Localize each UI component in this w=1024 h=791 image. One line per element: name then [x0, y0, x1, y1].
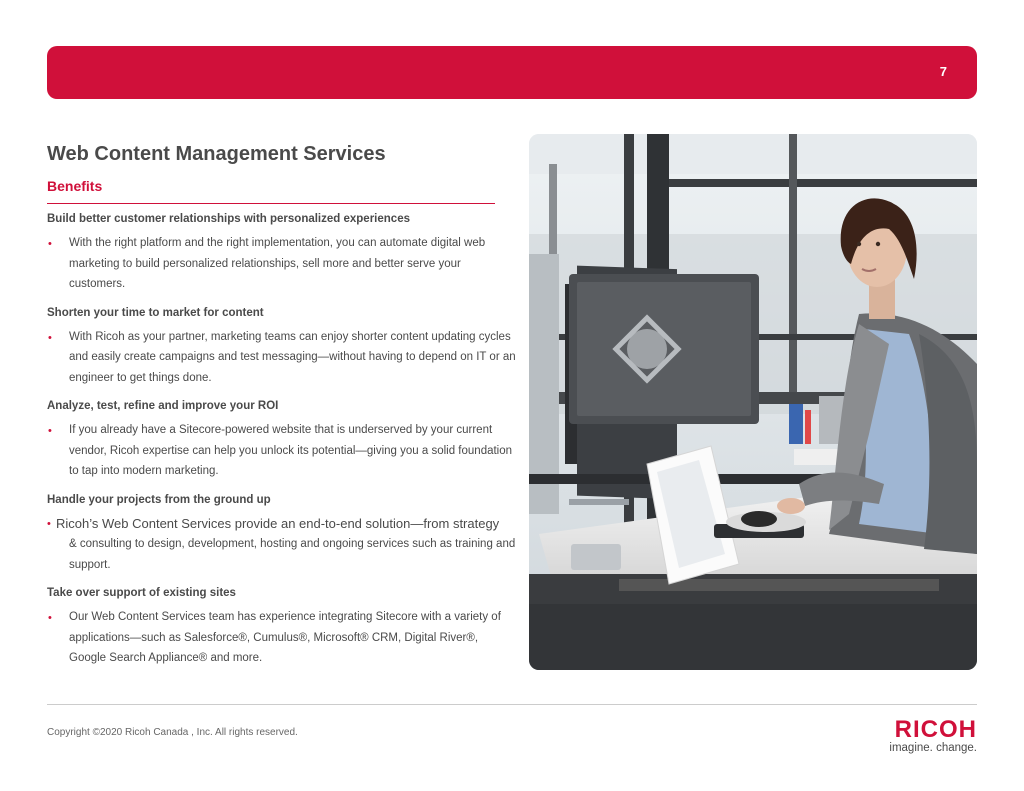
- section-label: Benefits: [47, 178, 103, 194]
- office-photo-illustration: [529, 134, 977, 670]
- benefit-heading: Build better customer relationships with personalized experiences: [47, 213, 410, 225]
- benefit-block: [47, 494, 517, 576]
- benefit-bullet: [47, 420, 517, 482]
- bullet-icon: •: [48, 331, 52, 344]
- benefit-heading: Take over support of existing sites: [47, 587, 236, 599]
- benefit-text: Our Web Content Services team has experience integrating Sitecore with a variety of applications—such as Salesforce®, Cumulus®, Microsoft® CRM, Digital River®, Google Search Appliance® and more.: [69, 611, 501, 664]
- benefit-text: With the right platform and the right implementation, you can automate digital web marketing to build personalized relationships, sell more and better serve your customers.: [69, 237, 486, 290]
- benefit-bullet: [47, 327, 517, 389]
- benefit-text-lead: Ricoh’s Web Content Services provide an end-to-end solution—from strategy: [56, 515, 500, 531]
- benefit-text: With Ricoh as your partner, marketing teams can enjoy shorter content updating cycles and easily create campaigns and test messaging—without having to depend on IT or an engineer to get things done.: [69, 330, 516, 384]
- page-title: Web Content Management Services: [47, 143, 386, 165]
- benefit-block: [47, 400, 517, 482]
- benefit-bullet: [47, 233, 517, 295]
- benefit-heading: Analyze, test, refine and improve your ROI: [47, 400, 279, 412]
- benefits-list: [47, 213, 517, 681]
- bullet-icon: •: [48, 238, 52, 250]
- logo-wordmark: RICOH: [894, 716, 977, 743]
- benefit-block: [47, 587, 517, 669]
- benefit-heading: Shorten your time to market for content: [47, 306, 264, 319]
- copyright: Copyright ©2020 Ricoh Canada , Inc. All rights reserved.: [47, 727, 298, 738]
- bullet-icon: •: [48, 612, 52, 624]
- bullet-icon: •: [48, 425, 52, 437]
- office-photo: [529, 134, 977, 670]
- benefit-bullet: [47, 607, 517, 669]
- benefit-block: [47, 307, 517, 389]
- benefit-block: [47, 213, 517, 295]
- benefit-text: & consulting to design, development, hosting and ongoing services such as training and support.: [69, 538, 516, 571]
- bullet-icon: •: [47, 517, 51, 530]
- logo-tagline: imagine. change.: [889, 742, 977, 754]
- ricoh-logo: [889, 718, 977, 755]
- benefit-bullet: [47, 514, 517, 576]
- footer-divider: [47, 704, 977, 705]
- benefit-text: If you already have a Sitecore-powered website that is underserved by your current vendor, Ricoh expertise can help you unlock its potential—giving you a solid foundation to tap into modern marketing.: [69, 424, 513, 477]
- page-number: 7: [939, 64, 947, 79]
- benefit-heading: Handle your projects from the ground up: [47, 493, 271, 506]
- title-divider: [47, 203, 495, 204]
- top-banner: [47, 46, 977, 99]
